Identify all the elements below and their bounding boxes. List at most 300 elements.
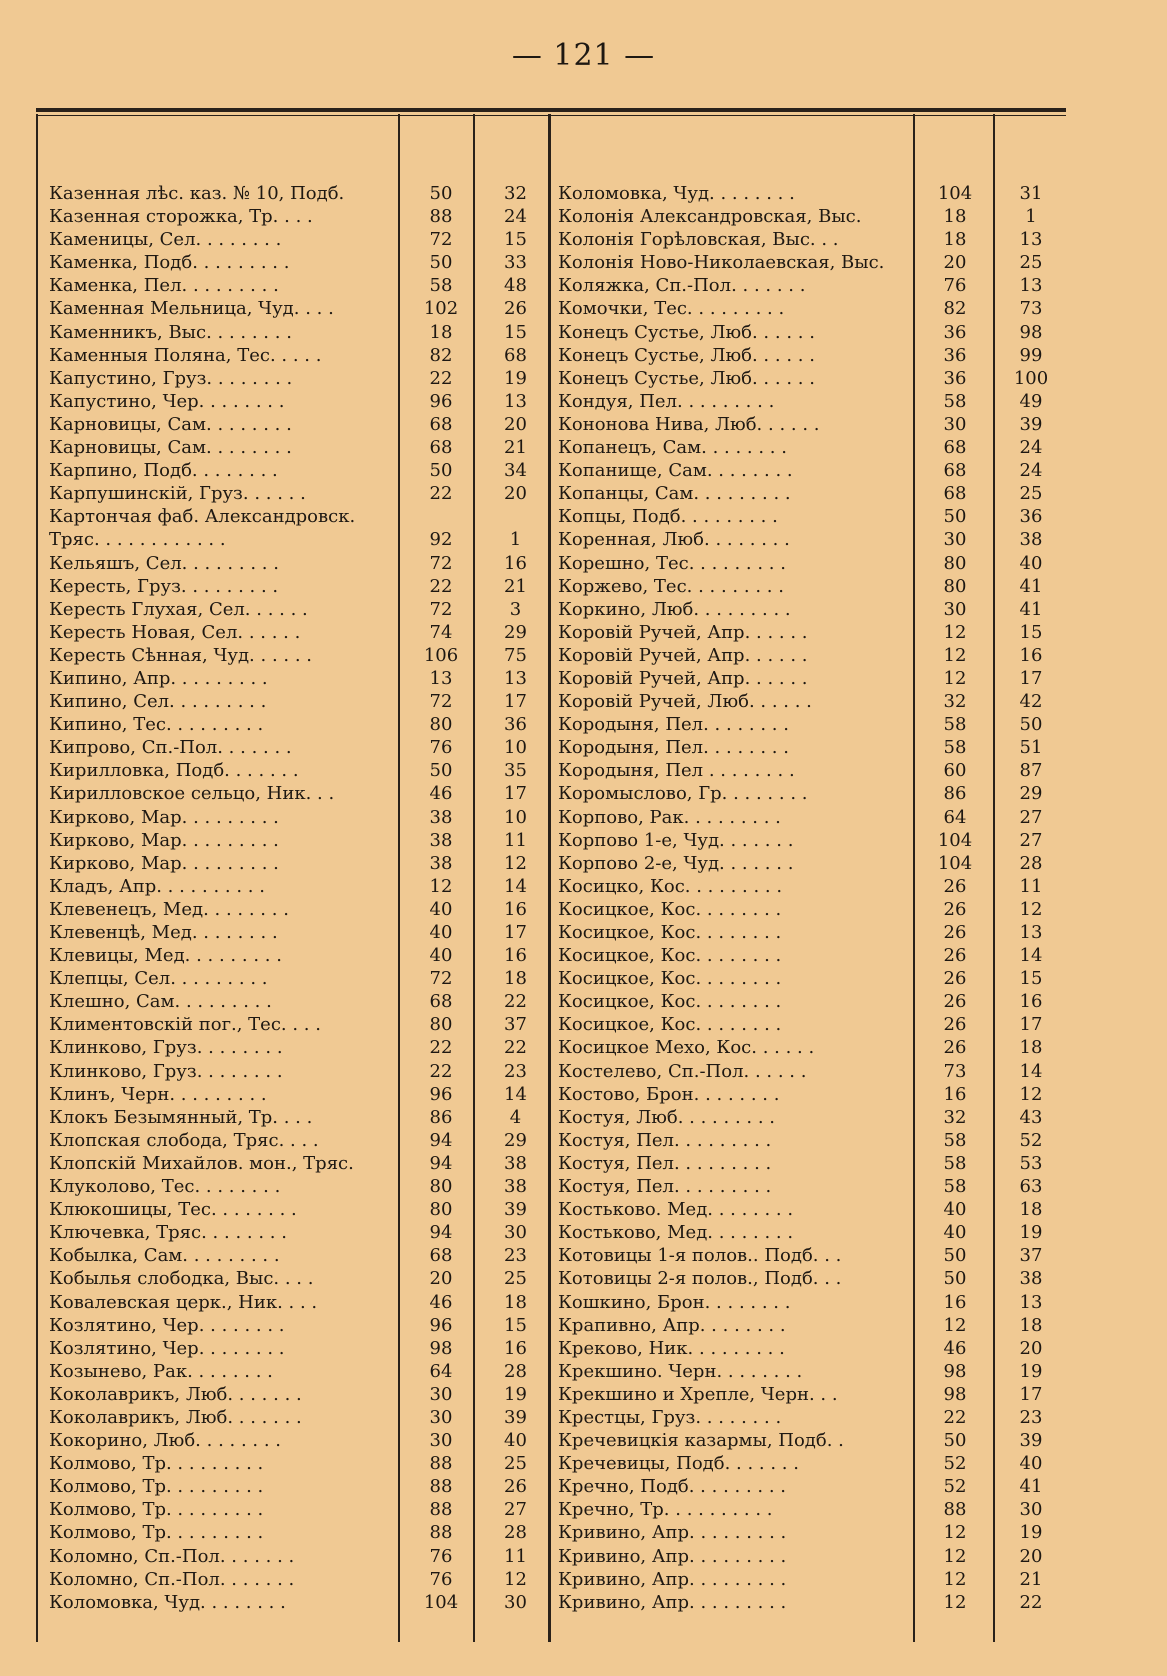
- index-entry: [550, 852, 1067, 875]
- entry-number-b: 37: [1019, 1245, 1043, 1267]
- entry-number-a: 80: [429, 1176, 453, 1198]
- entry-number-b: 22: [1019, 1591, 1043, 1613]
- entry-name: Крестцы, Груз. . . . . . . .: [558, 1406, 782, 1428]
- index-entry: [36, 1475, 553, 1498]
- index-entry: [550, 829, 1067, 852]
- entry-number-a: 96: [429, 1314, 453, 1336]
- index-entry: [550, 1521, 1067, 1544]
- entry-number-a: 22: [943, 1406, 967, 1428]
- entry-number-a: 76: [943, 275, 967, 297]
- entry-number-b: 18: [1019, 1037, 1043, 1059]
- index-entry: [550, 1129, 1067, 1152]
- entry-name: Клинково, Груз. . . . . . . .: [49, 1060, 283, 1082]
- index-entry: [550, 1152, 1067, 1175]
- index-entry: [36, 1337, 553, 1360]
- index-entry: [36, 274, 553, 297]
- entry-number-a: 80: [943, 552, 967, 574]
- index-entry: [36, 806, 553, 829]
- entry-number-b: 40: [1019, 552, 1043, 574]
- entry-number-b: 14: [504, 875, 527, 897]
- index-entry: [36, 1360, 553, 1383]
- entry-number-a: 26: [943, 968, 967, 990]
- index-entry: [36, 1244, 553, 1267]
- index-entry: [550, 1175, 1067, 1198]
- index-entry: [36, 1521, 553, 1544]
- entry-number-b: 16: [504, 945, 527, 967]
- index-entry: [550, 528, 1067, 551]
- entry-name: Кононова Нива, Люб. . . . . .: [558, 413, 820, 435]
- entry-name: Кирилловское сельцо, Ник. . .: [49, 783, 335, 805]
- index-entry: [36, 898, 553, 921]
- index-entry: [550, 1083, 1067, 1106]
- entry-number-a: 16: [943, 1083, 967, 1105]
- index-entry: [36, 944, 553, 967]
- entry-name: Кирково, Мар. . . . . . . . .: [49, 806, 279, 828]
- entry-number-a: 60: [943, 760, 967, 782]
- entry-number-a: 30: [429, 1406, 453, 1428]
- entry-number-a: 58: [943, 1176, 967, 1198]
- index-entry: [550, 1591, 1067, 1614]
- index-entry: [550, 1475, 1067, 1498]
- entry-number-b: 20: [1019, 1337, 1043, 1359]
- entry-number-b: 11: [504, 829, 527, 851]
- entry-number-b: 21: [504, 437, 527, 459]
- entry-number-b: 68: [504, 344, 527, 366]
- entry-number-b: 87: [1019, 760, 1043, 782]
- index-entry: [550, 505, 1067, 528]
- entry-number-b: 38: [504, 1152, 527, 1174]
- entry-number-a: 38: [429, 829, 453, 851]
- entry-number-a: 80: [943, 575, 967, 597]
- entry-name: Кобылка, Сам. . . . . . . . .: [49, 1245, 280, 1267]
- entry-number-b: 17: [1019, 667, 1043, 689]
- entry-number-a: 88: [429, 1522, 453, 1544]
- entry-name: Корешно, Тес. . . . . . . . .: [558, 552, 786, 574]
- entry-number-a: 50: [943, 1268, 967, 1290]
- entry-number-b: 30: [1019, 1499, 1043, 1521]
- entry-number-a: 94: [429, 1222, 453, 1244]
- entry-number-b: 50: [1019, 714, 1043, 736]
- index-entry: [550, 1013, 1067, 1036]
- entry-number-b: 25: [1019, 483, 1043, 505]
- entry-number-a: 26: [943, 991, 967, 1013]
- entry-number-b: 24: [1019, 437, 1043, 459]
- index-entry: [36, 1106, 553, 1129]
- entry-number-b: 17: [504, 783, 527, 805]
- entry-number-b: 48: [504, 275, 527, 297]
- entry-number-b: 12: [504, 852, 527, 874]
- index-entry: [550, 297, 1067, 320]
- index-entry: [36, 875, 553, 898]
- entry-number-a: 58: [429, 275, 453, 297]
- entry-number-a: 58: [943, 1129, 967, 1151]
- index-entry: [550, 413, 1067, 436]
- entry-name: Козлятино, Чер. . . . . . . .: [49, 1337, 285, 1359]
- entry-number-b: 13: [504, 390, 527, 412]
- entry-number-a: 36: [943, 367, 967, 389]
- entry-number-a: 26: [943, 898, 967, 920]
- index-entry: [36, 1314, 553, 1337]
- entry-number-b: 1: [1025, 206, 1037, 228]
- entry-name: Колмово, Тр. . . . . . . . .: [49, 1499, 264, 1521]
- index-entry: [550, 367, 1067, 390]
- index-entry: [36, 482, 553, 505]
- index-entry: [550, 1060, 1067, 1083]
- entry-number-a: 52: [943, 1476, 967, 1498]
- index-entry: [36, 759, 553, 782]
- entry-name: Коляжка, Сп.-Пол. . . . . . .: [558, 275, 806, 297]
- entry-number-b: [478, 505, 553, 528]
- entry-number-a: 72: [429, 598, 453, 620]
- entry-number-b: 17: [1019, 1014, 1043, 1036]
- entry-number-a: 12: [943, 1591, 967, 1613]
- entry-number-a: 68: [429, 413, 453, 435]
- entry-number-a: 26: [943, 945, 967, 967]
- entry-name: Кривино, Апр. . . . . . . . .: [558, 1568, 787, 1590]
- entry-number-a: 80: [429, 1199, 453, 1221]
- entry-name: Казенная сторожка, Тр. . . .: [49, 206, 313, 228]
- entry-name: Кересть Новая, Сел. . . . . .: [49, 621, 301, 643]
- entry-name: Коломовка, Чуд. . . . . . . .: [49, 1591, 286, 1613]
- index-entry: [36, 1545, 553, 1568]
- entry-name: Конецъ Сустье, Люб. . . . . .: [558, 344, 815, 366]
- entry-name: Коколаврикъ, Люб. . . . . . .: [49, 1383, 302, 1405]
- entry-name: Кирково, Мар. . . . . . . . .: [49, 852, 279, 874]
- entry-number-a: 98: [429, 1337, 453, 1359]
- entry-number-a: 73: [943, 1060, 967, 1082]
- entry-number-b: 51: [1019, 737, 1043, 759]
- entry-name: Кречно, Подб. . . . . . . . .: [558, 1476, 787, 1498]
- entry-number-a: 20: [429, 1268, 453, 1290]
- entry-number-b: 16: [504, 1337, 527, 1359]
- entry-number-a: 12: [943, 644, 967, 666]
- entry-number-b: 99: [1019, 344, 1043, 366]
- entry-number-a: 64: [429, 1360, 453, 1382]
- entry-number-a: 76: [429, 1545, 453, 1567]
- index-entry: [36, 782, 553, 805]
- entry-number-b: 25: [504, 1268, 527, 1290]
- entry-name: Капустино, Чер. . . . . . . .: [49, 390, 285, 412]
- entry-number-a: 68: [429, 991, 453, 1013]
- index-entry: [550, 713, 1067, 736]
- index-entry: [550, 228, 1067, 251]
- entry-number-a: 22: [429, 1060, 453, 1082]
- entry-number-b: 18: [1019, 1199, 1043, 1221]
- entry-number-b: 4: [509, 1106, 522, 1128]
- entry-name: Кересть Глухая, Сел. . . . . .: [49, 598, 308, 620]
- entry-number-b: 19: [1019, 1522, 1043, 1544]
- header-rule: [36, 108, 1066, 112]
- entry-number-b: 98: [1019, 321, 1043, 343]
- entry-number-a: 32: [943, 691, 967, 713]
- entry-number-b: 27: [504, 1499, 527, 1521]
- entry-name: Косицкое, Кос. . . . . . . .: [558, 945, 782, 967]
- entry-name: Коренная, Люб. . . . . . . .: [558, 529, 790, 551]
- entry-name: Клопскій Михайлов. мон., Тряс.: [49, 1152, 354, 1174]
- entry-number-a: 82: [943, 298, 967, 320]
- entry-name: Каменицы, Сел. . . . . . . .: [49, 229, 282, 251]
- entry-name: Ковалевская церк., Ник. . . .: [49, 1291, 318, 1313]
- entry-name: Колмово, Тр. . . . . . . . .: [49, 1522, 264, 1544]
- entry-number-a: 30: [943, 529, 967, 551]
- entry-number-a: 76: [429, 1568, 453, 1590]
- entry-name: Коколаврикъ, Люб. . . . . . .: [49, 1406, 302, 1428]
- index-entry: [36, 552, 553, 575]
- entry-name: Коровій Ручей, Апр. . . . . .: [558, 667, 808, 689]
- index-entry: [36, 1429, 553, 1452]
- entry-number-b: 17: [504, 922, 527, 943]
- entry-number-a: 106: [423, 644, 459, 666]
- entry-number-a: 96: [429, 390, 453, 412]
- entry-name: Карпино, Подб. . . . . . . .: [49, 460, 278, 482]
- entry-number-b: 52: [1019, 1129, 1043, 1151]
- entry-name: Костово, Брон. . . . . . . .: [558, 1083, 780, 1105]
- entry-number-b: 16: [504, 898, 527, 920]
- entry-number-b: 14: [1019, 945, 1043, 967]
- entry-name: Костьково, Мед. . . . . . . .: [558, 1222, 794, 1244]
- entry-name: Корпово 1-е, Чуд. . . . . . .: [558, 829, 794, 851]
- index-entry: [36, 205, 553, 228]
- index-entry: [550, 1106, 1067, 1129]
- entry-number-b: 11: [504, 1545, 527, 1567]
- entry-number-b: 39: [1019, 413, 1043, 435]
- entry-number-a: 12: [943, 1568, 967, 1590]
- entry-number-b: 40: [504, 1430, 527, 1452]
- entry-name: Колмово, Тр. . . . . . . . .: [49, 1476, 264, 1498]
- entry-number-b: 19: [1019, 1360, 1043, 1382]
- index-entry: [550, 321, 1067, 344]
- entry-number-b: 3: [509, 598, 522, 620]
- index-entry: [550, 1498, 1067, 1521]
- entry-number-b: 31: [1019, 183, 1043, 204]
- entry-name: Кипино, Апр. . . . . . . . .: [49, 667, 268, 689]
- entry-name: Коломовка, Чуд. . . . . . . .: [558, 183, 795, 204]
- entry-name: Кородыня, Пел. . . . . . . .: [558, 714, 789, 736]
- index-entry: [36, 436, 553, 459]
- entry-number-b: 23: [504, 1060, 527, 1082]
- entry-number-a: 12: [943, 1545, 967, 1567]
- entry-number-a: 58: [943, 714, 967, 736]
- index-entry: [550, 967, 1067, 990]
- entry-name: Кладъ, Апр. . . . . . . . . .: [49, 875, 265, 897]
- entry-name: Коровій Ручей, Люб. . . . . .: [558, 691, 812, 713]
- entry-name: Колмово, Тр. . . . . . . . .: [49, 1453, 264, 1475]
- index-entry: [550, 944, 1067, 967]
- entry-number-b: 20: [1019, 1545, 1043, 1567]
- entry-name: Котовицы 2-я полов., Подб. . .: [558, 1268, 842, 1290]
- index-entry: [550, 1198, 1067, 1221]
- entry-number-a: 20: [943, 252, 967, 274]
- index-entry: [36, 413, 553, 436]
- entry-name: Клешно, Сам. . . . . . . . .: [49, 991, 272, 1013]
- entry-name: Клевенцѣ, Мед. . . . . . . .: [49, 922, 278, 943]
- entry-number-b: 39: [504, 1199, 527, 1221]
- entry-name: Кипино, Сел. . . . . . . . .: [49, 691, 267, 713]
- entry-name: Комочки, Тес. . . . . . . . .: [558, 298, 785, 320]
- entry-name: Костуя, Пел. . . . . . . . .: [558, 1176, 772, 1198]
- index-entry: [36, 1568, 553, 1591]
- entry-number-b: 11: [1019, 875, 1043, 897]
- index-entry: [36, 1060, 553, 1083]
- entry-name: Косицко, Кос. . . . . . . . .: [558, 875, 783, 897]
- entry-number-b: 24: [1019, 460, 1043, 482]
- entry-number-a: 104: [937, 829, 973, 851]
- entry-number-a: 96: [429, 1083, 453, 1105]
- entry-number-a: 26: [943, 1014, 967, 1036]
- entry-number-a: 22: [429, 1037, 453, 1059]
- index-entry: [36, 390, 553, 413]
- entry-number-a: 88: [943, 1499, 967, 1521]
- index-entry: [36, 690, 553, 713]
- entry-number-a: 22: [429, 483, 453, 505]
- entry-number-b: 41: [1019, 1476, 1043, 1498]
- entry-number-a: 52: [943, 1453, 967, 1475]
- index-entry: [36, 459, 553, 482]
- entry-name: Котовицы 1-я полов.. Подб. . .: [558, 1245, 842, 1267]
- entry-number-a: 94: [429, 1152, 453, 1174]
- index-entry: [36, 528, 553, 551]
- index-entry: [550, 667, 1067, 690]
- entry-number-b: 40: [1019, 1453, 1043, 1475]
- left-index-column: [36, 182, 553, 1614]
- entry-number-b: 20: [504, 483, 527, 505]
- entry-number-a: 22: [429, 367, 453, 389]
- entry-name: Кирково, Мар. . . . . . . . .: [49, 829, 279, 851]
- entry-number-b: 13: [1019, 275, 1043, 297]
- entry-number-b: 37: [504, 1014, 527, 1036]
- entry-number-b: 34: [504, 460, 527, 482]
- entry-number-a: 26: [943, 1037, 967, 1059]
- entry-number-a: 12: [943, 621, 967, 643]
- index-entry: [36, 990, 553, 1013]
- entry-name: Копцы, Подб. . . . . . . . .: [558, 506, 778, 528]
- entry-number-a: 88: [429, 1453, 453, 1475]
- entry-number-a: 46: [943, 1337, 967, 1359]
- entry-number-a: 58: [943, 390, 967, 412]
- entry-number-a: 26: [943, 922, 967, 943]
- entry-number-b: 29: [504, 1129, 527, 1151]
- entry-name: Коломно, Сп.-Пол. . . . . . .: [49, 1568, 295, 1590]
- entry-number-a: 86: [943, 783, 967, 805]
- entry-number-b: 29: [504, 621, 527, 643]
- entry-name: Крапивно, Апр. . . . . . . .: [558, 1314, 786, 1336]
- index-entry: [550, 1360, 1067, 1383]
- entry-name: Капустино, Груз. . . . . . . .: [49, 367, 293, 389]
- entry-number-b: 39: [1019, 1430, 1043, 1452]
- entry-number-b: 33: [504, 252, 527, 274]
- entry-number-b: 41: [1019, 598, 1043, 620]
- entry-number-b: 49: [1019, 390, 1043, 412]
- entry-number-a: 50: [943, 1430, 967, 1452]
- entry-number-a: 18: [429, 321, 453, 343]
- entry-number-b: 16: [504, 552, 527, 574]
- entry-number-a: 18: [943, 206, 967, 228]
- index-entry: [550, 782, 1067, 805]
- entry-name: Костьково. Мед. . . . . . . .: [558, 1199, 794, 1221]
- index-entry: [550, 690, 1067, 713]
- entry-name: Клокъ Безымянный, Тр. . . .: [49, 1106, 313, 1128]
- index-entry: [550, 182, 1067, 205]
- index-entry: [550, 1406, 1067, 1429]
- entry-number-b: 23: [1019, 1406, 1043, 1428]
- index-entry: [550, 575, 1067, 598]
- index-entry: [36, 598, 553, 621]
- entry-number-a: 46: [429, 1291, 453, 1313]
- entry-number-a: 26: [943, 875, 967, 897]
- entry-number-a: 12: [429, 875, 453, 897]
- entry-name: Каменка, Подб. . . . . . . . .: [49, 252, 290, 274]
- entry-number-a: 38: [429, 852, 453, 874]
- entry-name: Корпово 2-е, Чуд. . . . . . .: [558, 852, 794, 874]
- index-entry: [36, 829, 553, 852]
- entry-number-b: 17: [504, 691, 527, 713]
- entry-number-a: 50: [943, 506, 967, 528]
- entry-number-a: 18: [943, 229, 967, 251]
- entry-name: Каменная Мельница, Чуд. . . .: [49, 298, 334, 320]
- entry-name: Копанецъ, Сам. . . . . . . .: [558, 437, 787, 459]
- entry-number-a: 36: [943, 344, 967, 366]
- entry-number-a: 88: [429, 1499, 453, 1521]
- entry-number-b: 15: [1019, 968, 1043, 990]
- entry-name: Тряс. . . . . . . . . . . .: [49, 529, 226, 551]
- index-entry: [36, 1036, 553, 1059]
- entry-number-a: 40: [943, 1199, 967, 1221]
- index-entry: [36, 1452, 553, 1475]
- entry-number-a: 40: [429, 898, 453, 920]
- index-entry: [550, 1314, 1067, 1337]
- entry-number-a: 72: [429, 229, 453, 251]
- index-entry: [550, 274, 1067, 297]
- entry-number-b: 38: [504, 1176, 527, 1198]
- entry-name: Карновицы, Сам. . . . . . . .: [49, 437, 292, 459]
- entry-number-b: 14: [504, 1083, 527, 1105]
- entry-number-b: 30: [504, 1222, 527, 1244]
- entry-number-b: 26: [504, 1476, 527, 1498]
- entry-name: Конецъ Сустье, Люб. . . . . .: [558, 367, 815, 389]
- entry-number-a: 38: [429, 806, 453, 828]
- entry-number-b: 24: [504, 206, 527, 228]
- entry-number-a: 94: [429, 1129, 453, 1151]
- index-entry: [36, 621, 553, 644]
- entry-number-a: 46: [429, 783, 453, 805]
- entry-number-b: 27: [1019, 806, 1043, 828]
- entry-number-a: 12: [943, 1314, 967, 1336]
- entry-number-b: 12: [1019, 1083, 1043, 1105]
- index-entry: [550, 482, 1067, 505]
- entry-number-b: 18: [504, 1291, 527, 1313]
- entry-number-b: 36: [1019, 506, 1043, 528]
- entry-name: Крекшино и Хрепле, Черн. . .: [558, 1383, 838, 1405]
- entry-number-a: 80: [429, 714, 453, 736]
- entry-number-b: 18: [1019, 1314, 1043, 1336]
- entry-name: Козлятино, Чер. . . . . . . .: [49, 1314, 285, 1336]
- entry-number-a: 82: [429, 344, 453, 366]
- entry-number-b: 17: [1019, 1383, 1043, 1405]
- entry-name: Костуя, Пел. . . . . . . . .: [558, 1152, 772, 1174]
- entry-name: Кречевицы, Подб. . . . . . .: [558, 1453, 799, 1475]
- entry-number-a: 36: [943, 321, 967, 343]
- entry-name: Колонія Горѣловская, Выс. . .: [558, 229, 839, 251]
- index-entry: [36, 367, 553, 390]
- entry-number-b: 36: [504, 714, 527, 736]
- entry-name: Конецъ Сустье, Люб. . . . . .: [558, 321, 815, 343]
- entry-name: Кондуя, Пел. . . . . . . . .: [558, 390, 775, 412]
- entry-number-b: 18: [504, 968, 527, 990]
- entry-number-a: 13: [429, 667, 453, 689]
- entry-number-b: 35: [504, 760, 527, 782]
- index-entry: [550, 1337, 1067, 1360]
- entry-number-a: 12: [943, 1522, 967, 1544]
